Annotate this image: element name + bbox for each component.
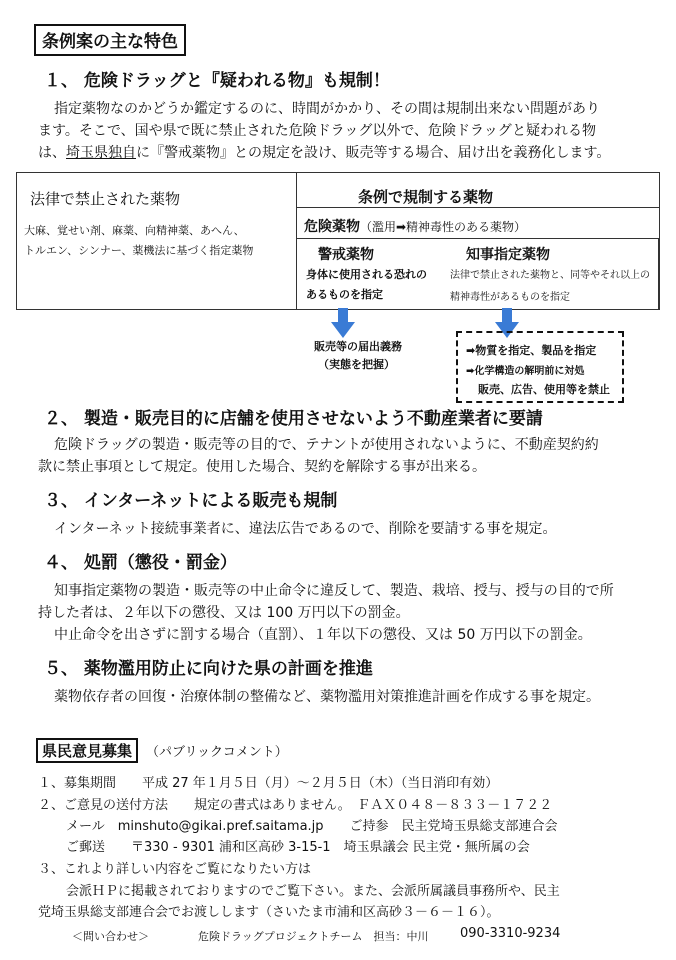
danger-row: 危険薬物（濫用➡精神毒性のある薬物） [304, 219, 527, 235]
pc-line-7: 党埼玉県総支部連合会でお渡しします（さいたま市浦和区高砂３－６－１６）。 [38, 905, 500, 920]
right-header: 条例で規制する薬物 [358, 188, 494, 206]
chiji-line-2: 精神毒性があるものを指定 [450, 292, 570, 303]
below-right-1: ➡物質を指定、製品を指定 [466, 344, 597, 357]
arrow-down-left-icon [331, 308, 355, 338]
pc-line-4: ご郵送 〒330 - 9301 浦和区高砂 3-15-1 埼玉県議会 民主党・無所属の会 [66, 840, 530, 855]
section-2-line-1: 危険ドラッグの製造・販売等の目的で、テナントが使用されないように、不動産契約約 [54, 437, 599, 453]
section-5-title: ５、 薬物濫用防止に向けた県の計画を推進 [44, 659, 373, 679]
below-left-2: （実態を把握） [318, 358, 395, 371]
section-1-line-1: 指定薬物なのかどうか鑑定するのに、時間がかかり、その間は規制出来ない問題があり [54, 101, 600, 117]
chiji-line-1: 法律で禁止された薬物と、同等やそれ以上の [450, 270, 650, 281]
pc-line-2: ２、ご意見の送付方法 規定の書式はありません。 ＦＡＸ０４８－８３３－１７２２ [38, 798, 553, 813]
section-1-line-3: は、埼玉県独自に『警戒薬物』との規定を設け、販売等する場合、届け出を義務化します。 [38, 145, 611, 161]
below-right-2: ➡化学構造の解明前に対処 [466, 366, 585, 377]
section-3-line-1: インターネット接続事業者に、違法広告であるので、削除を要請する事を規定。 [54, 521, 557, 537]
page-heading: 条例案の主な特色 [34, 24, 186, 56]
left-items-1: 大麻、覚せい剤、麻薬、向精神薬、あへん、 [24, 224, 245, 237]
section-1-line-2: ます。そこで、国や県で既に禁止された危険ドラッグ以外で、危険ドラッグと疑われる物 [38, 123, 597, 139]
keikai-title: 警戒薬物 [318, 247, 374, 263]
public-comment-title: 県民意見募集 [36, 738, 138, 763]
keikai-line-1: 身体に使用される恐れの [306, 268, 427, 281]
pc-line-6: 会派ＨＰに掲載されておりますのでご覧下さい。また、会派所属議員事務所や、民主 [66, 884, 560, 899]
contact-phone: 090-3310-9234 [460, 926, 561, 941]
section-4-line-3: 中止命令を出さずに罰する場合（直罰）、１年以下の懲役、又は 50 万円以下の罰金。 [54, 627, 592, 643]
section-4-line-1: 知事指定薬物の製造・販売等の中止命令に違反して、製造、栽培、授与、授与の目的で所 [54, 583, 614, 599]
section-2-line-2: 款に禁止事項として規定。使用した場合、契約を解除する事が出来る。 [38, 459, 486, 475]
pc-line-1: １、募集期間 平成 27 年１月５日（月）～２月５日（木）（当日消印有効） [38, 776, 499, 791]
table-hline [296, 207, 659, 208]
section-4-line-2: 持した者は、２年以下の懲役、又は 100 万円以下の罰金。 [38, 605, 410, 621]
section-5-line-1: 薬物依存者の回復・治療体制の整備など、薬物濫用対策推進計画を作成する事を規定。 [54, 689, 600, 705]
underline-phrase: 埼玉県独自 [66, 145, 136, 161]
below-left-1: 販売等の届出義務 [314, 340, 402, 353]
section-2-title: ２、 製造・販売目的に店舗を使用させないよう不動産業者に要請 [44, 409, 543, 429]
left-header: 法律で禁止された薬物 [30, 190, 181, 208]
chiji-title: 知事指定薬物 [466, 247, 550, 263]
left-items-2: トルエン、シンナー、薬機法に基づく指定薬物 [24, 244, 254, 257]
below-right-3: 販売、広告、使用等を禁止 [478, 383, 610, 396]
keikai-line-2: あるものを指定 [306, 288, 383, 301]
pc-line-5: ３、これより詳しい内容をご覧になりたい方は [38, 862, 312, 877]
contact-label: ＜問い合わせ＞ [72, 930, 149, 943]
pc-line-3: メール minshuto@gikai.pref.saitama.jp ご持参 民主党埼玉県総支部連合会 [66, 819, 558, 834]
section-1-title: １、 危険ドラッグと『疑われる物』も規制！ [44, 71, 390, 91]
public-comment-subtitle: （パブリックコメント） [146, 745, 288, 760]
contact-team: 危険ドラッグプロジェクトチーム 担当：中川 [198, 930, 429, 943]
section-3-title: ３、 インターネットによる販売も規制 [44, 491, 338, 511]
section-4-title: ４、 処罰（懲役・罰金） [44, 553, 237, 573]
